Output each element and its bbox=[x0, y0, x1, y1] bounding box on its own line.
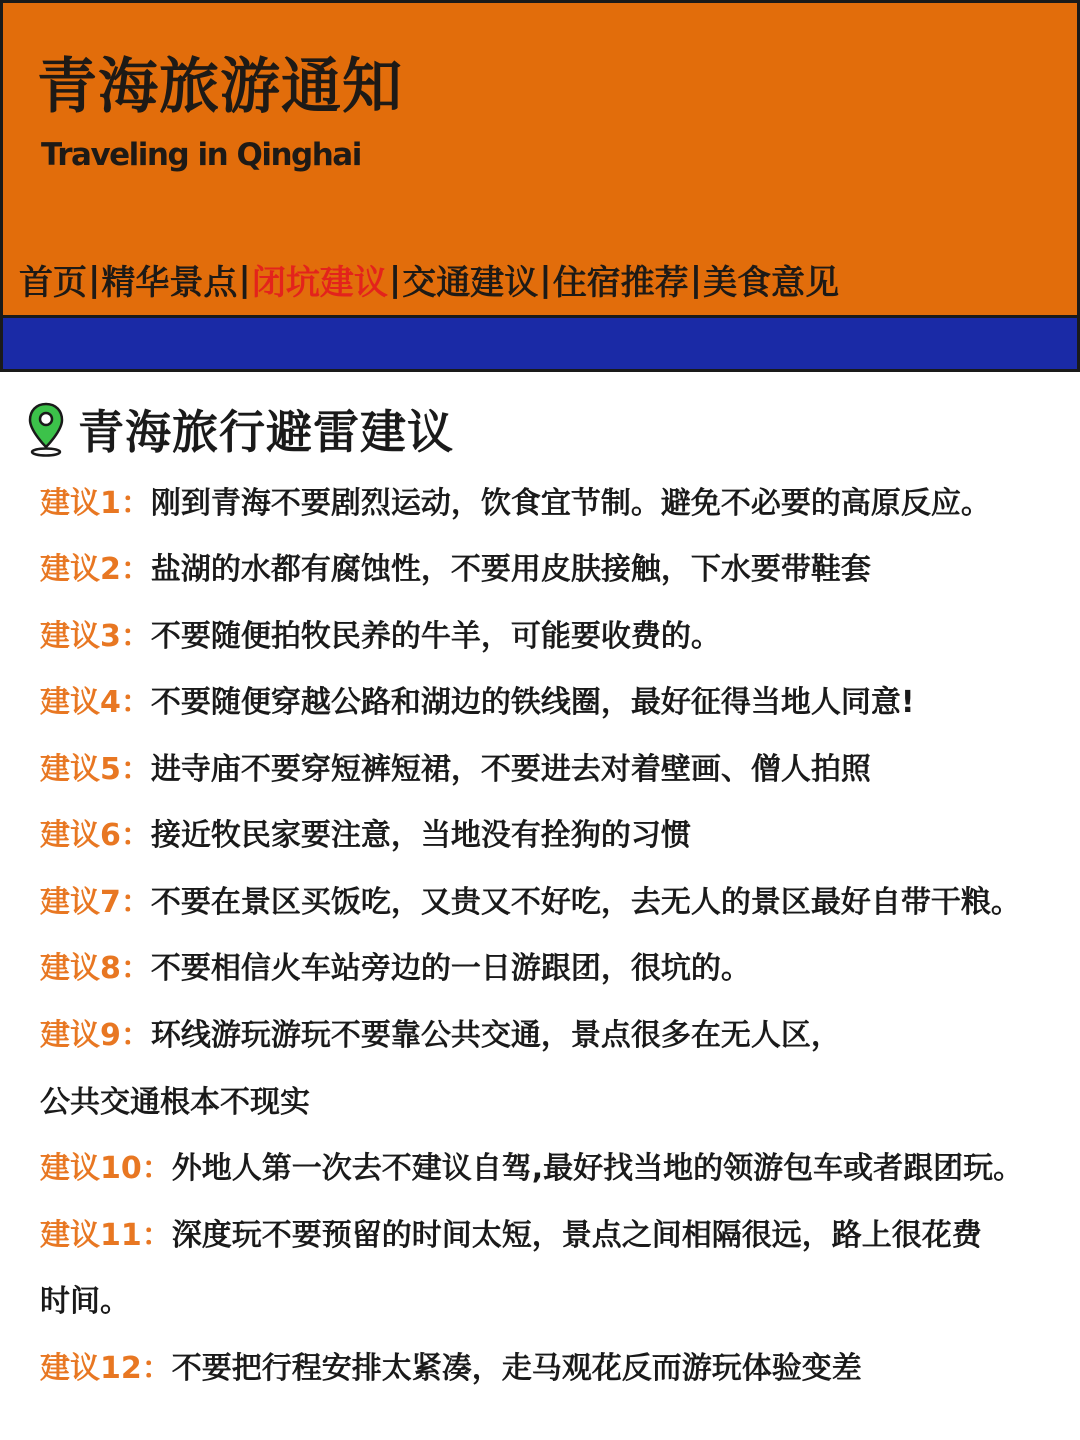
tip-label: 建议6： bbox=[40, 818, 151, 853]
tip-item bbox=[40, 617, 721, 657]
tip-text: 接近牧民家要注意，当地没有拴狗的习惯 bbox=[150, 818, 691, 853]
tip-text: 不要把行程安排太紧凑，走马观花反而游玩体验变差 bbox=[171, 1351, 862, 1386]
tip-text: 不要相信火车站旁边的一日游跟团，很坑的。 bbox=[150, 951, 751, 986]
tip-text: 不要随便穿越公路和湖边的铁线圈，最好征得当地人同意! bbox=[150, 685, 915, 720]
nav-separator: | bbox=[238, 259, 251, 300]
page-subtitle: Traveling in Qinghai bbox=[41, 137, 361, 173]
tip-label: 建议2： bbox=[40, 552, 151, 587]
tip-text: 环线游玩游玩不要靠公共交通，景点很多在无人区， bbox=[150, 1018, 841, 1053]
tip-text: 刚到青海不要剧烈运动，饮食宜节制。避免不必要的高原反应。 bbox=[150, 486, 991, 521]
section-title: 青海旅行避雷建议 bbox=[78, 405, 454, 459]
tip-label: 建议8： bbox=[40, 951, 151, 986]
nav-separator: | bbox=[539, 259, 552, 300]
tip-item bbox=[40, 750, 871, 790]
location-pin-icon bbox=[26, 401, 66, 457]
tip-label: 建议1： bbox=[40, 486, 151, 521]
nav-separator: | bbox=[388, 259, 402, 300]
tip-text: 不要随便拍牧民养的牛羊，可能要收费的。 bbox=[150, 619, 721, 654]
blue-divider-band bbox=[0, 318, 1080, 372]
tip-label: 建议9： bbox=[40, 1018, 151, 1053]
tip-continuation bbox=[40, 1083, 310, 1123]
tip-item bbox=[40, 816, 691, 856]
nav-item-food[interactable]: 美食意见 bbox=[703, 263, 840, 303]
nav-item-highlights[interactable]: 精华景点 bbox=[101, 263, 238, 303]
tip-text: 深度玩不要预留的时间太短，景点之间相隔很远，路上很花费 bbox=[171, 1218, 982, 1253]
nav-item-home[interactable]: 首页 bbox=[19, 263, 87, 303]
tip-item bbox=[40, 683, 915, 723]
tip-text: 不要在景区买饭吃，又贵又不好吃，去无人的景区最好自带干粮。 bbox=[150, 885, 1021, 920]
tip-item bbox=[40, 883, 1021, 923]
tip-text-continued: 公共交通根本不现实 bbox=[40, 1085, 310, 1120]
tip-text: 外地人第一次去不建议自驾,最好找当地的领游包车或者跟团玩。 bbox=[171, 1151, 1024, 1186]
tip-continuation bbox=[40, 1282, 130, 1322]
tip-item bbox=[40, 1016, 841, 1056]
nav-separator: | bbox=[689, 259, 703, 300]
header-banner bbox=[0, 0, 1080, 318]
tip-label: 建议12： bbox=[40, 1351, 172, 1386]
tip-item bbox=[40, 550, 871, 590]
nav-item-lodging[interactable]: 住宿推荐 bbox=[552, 263, 689, 303]
tip-label: 建议7： bbox=[40, 885, 151, 920]
nav-separator: | bbox=[88, 259, 101, 300]
nav-item-avoid-tips[interactable]: 闭坑建议 bbox=[251, 263, 388, 303]
nav-bar bbox=[19, 255, 839, 304]
tip-label: 建议10： bbox=[40, 1151, 172, 1186]
tip-label: 建议4： bbox=[40, 685, 151, 720]
page-title: 青海旅游通知 bbox=[37, 52, 403, 122]
tip-label: 建议11： bbox=[40, 1218, 172, 1253]
tip-item bbox=[40, 949, 751, 989]
tip-label: 建议5： bbox=[40, 752, 151, 787]
tip-text-continued: 时间。 bbox=[40, 1284, 130, 1319]
tip-item bbox=[40, 1216, 982, 1256]
section-heading bbox=[26, 396, 454, 462]
tip-label: 建议3： bbox=[40, 619, 151, 654]
nav-item-transport[interactable]: 交通建议 bbox=[402, 263, 539, 303]
tip-text: 进寺庙不要穿短裤短裙，不要进去对着壁画、僧人拍照 bbox=[150, 752, 871, 787]
tip-item bbox=[40, 1149, 1023, 1189]
tip-text: 盐湖的水都有腐蚀性，不要用皮肤接触，下水要带鞋套 bbox=[150, 552, 871, 587]
tip-item bbox=[40, 484, 991, 524]
tip-item bbox=[40, 1349, 862, 1389]
